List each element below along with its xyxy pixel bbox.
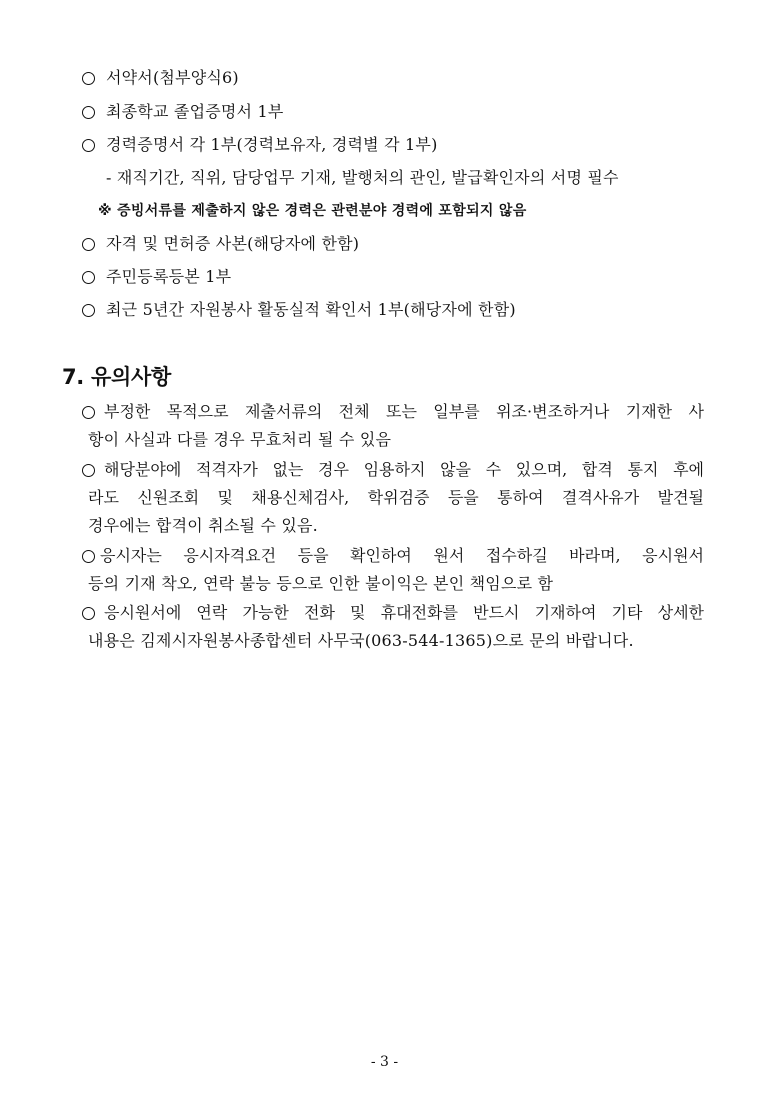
circle-bullet-icon: [82, 304, 95, 317]
circle-bullet-icon: [82, 106, 95, 119]
list-item: 최종학교 졸업증명서 1부: [106, 102, 284, 121]
precaution-line: 부정한 목적으로 제출서류의 전체 또는 일부를 위조·변조하거나 기재한 사: [104, 402, 704, 421]
list-item: 자격 및 면허증 사본(해당자에 한함): [106, 234, 360, 253]
circle-bullet-icon: [82, 139, 95, 152]
list-item: 경력증명서 각 1부(경력보유자, 경력별 각 1부): [106, 135, 438, 154]
circle-bullet-icon: [82, 271, 95, 284]
note-text: ※ 증빙서류를 제출하지 않은 경력은 관련분야 경력에 포함되지 않음: [98, 203, 527, 219]
precaution-line: 항이 사실과 다를 경우 무효처리 될 수 있음: [88, 430, 392, 449]
list-item: 최근 5년간 자원봉사 활동실적 확인서 1부(해당자에 한함): [106, 300, 516, 319]
precaution-line: 응시원서에 연락 가능한 전화 및 휴대전화를 반드시 기재하여 기타 상세한: [104, 603, 704, 622]
circle-bullet-icon: [82, 72, 95, 85]
circle-bullet-icon: [82, 406, 95, 419]
precaution-line: 등의 기재 착오, 연락 불능 등으로 인한 불이익은 본인 책임으로 함: [88, 574, 554, 593]
circle-bullet-icon: [82, 607, 95, 620]
precaution-line: 내용은 김제시자원봉사종합센터 사무국(063-544-1365)으로 문의 바랍니다.: [88, 631, 634, 650]
circle-bullet-icon: [82, 238, 95, 251]
list-sub-item: - 재직기간, 직위, 담당업무 기재, 발행처의 관인, 발급확인자의 서명 필수: [106, 168, 619, 187]
precaution-line: 해당분야에 적격자가 없는 경우 임용하지 않을 수 있으며, 합격 통지 후에: [104, 460, 704, 479]
page-number: - 3 -: [370, 1054, 399, 1070]
list-item: 서약서(첨부양식6): [106, 68, 239, 87]
list-item: 주민등록등본 1부: [106, 267, 232, 286]
circle-bullet-icon: [82, 550, 95, 563]
precaution-line: 라도 신원조회 및 채용신체검사, 학위검증 등을 통하여 결격사유가 발견될: [88, 488, 704, 507]
precaution-line: 응시자는 응시자격요건 등을 확인하여 원서 접수하길 바라며, 응시원서: [100, 546, 704, 565]
precaution-line: 경우에는 합격이 취소될 수 있음.: [88, 516, 318, 535]
circle-bullet-icon: [82, 464, 95, 477]
section-heading: 7. 유의사항: [62, 365, 171, 389]
